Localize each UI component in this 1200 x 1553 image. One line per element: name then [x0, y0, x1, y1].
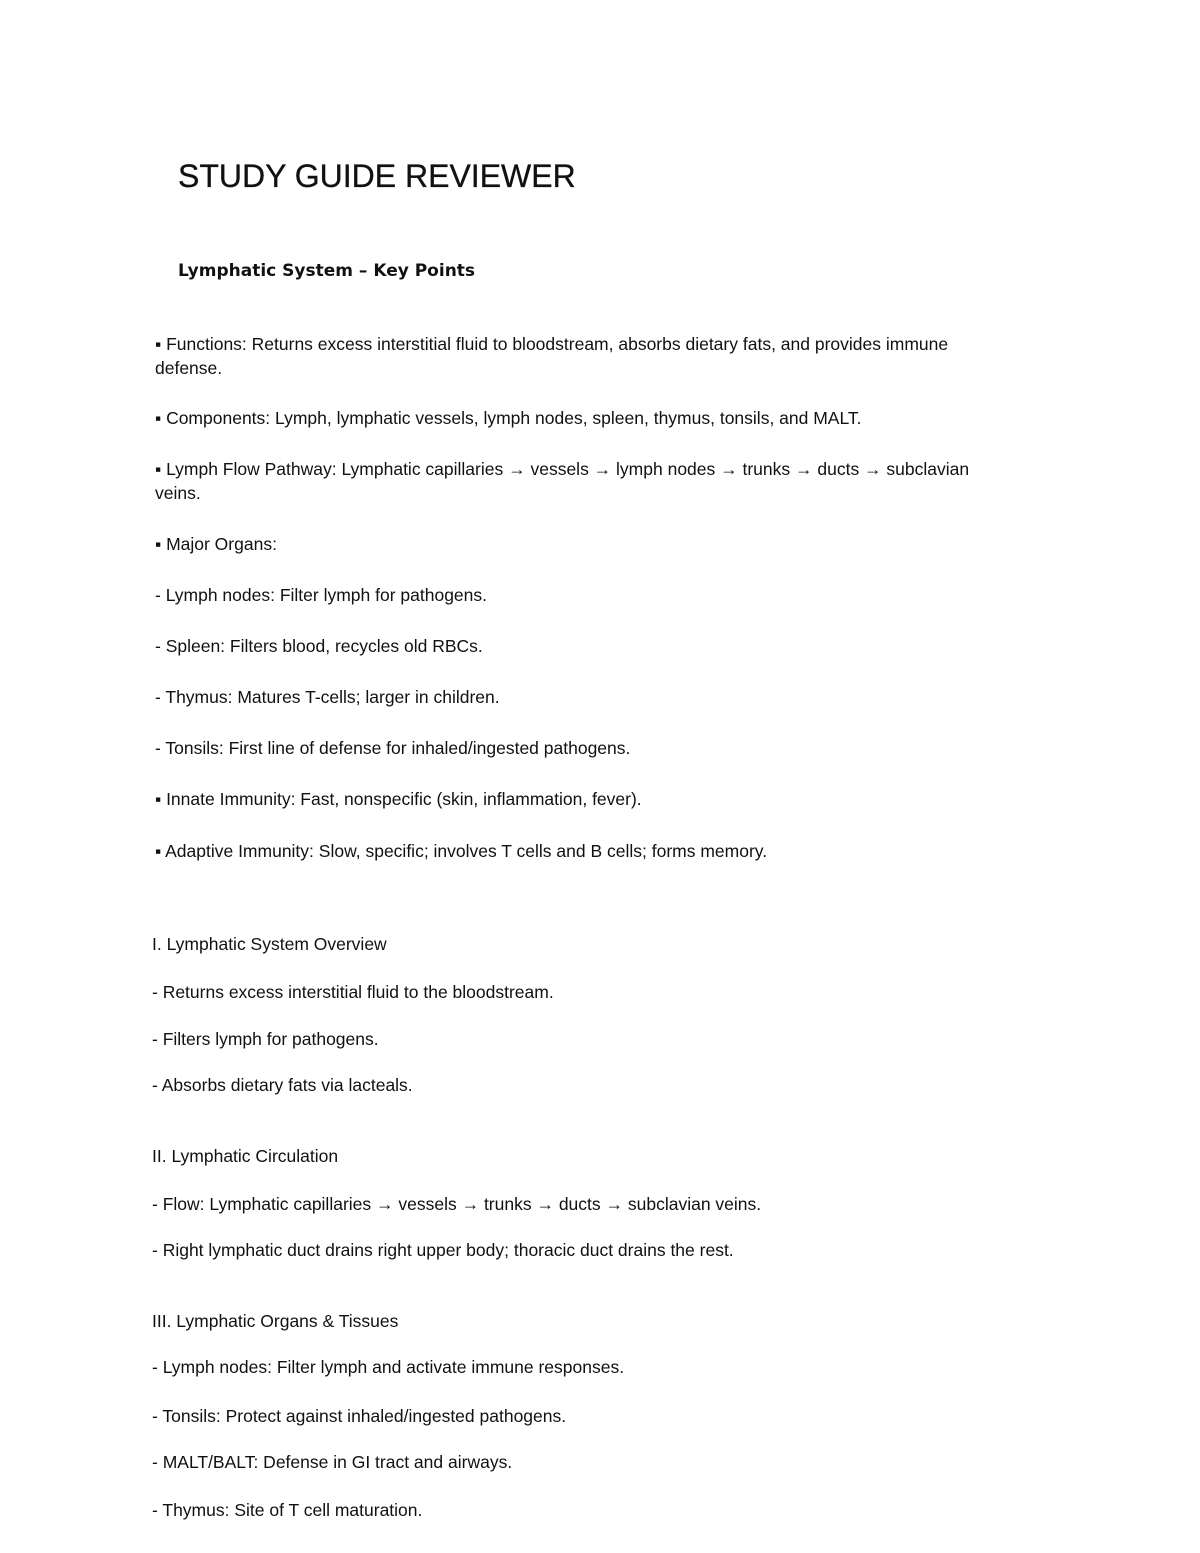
section-heading-organs-tissues: III. Lymphatic Organs & Tissues — [152, 1311, 399, 1331]
key-point-thymus: - Thymus: Matures T-cells; larger in children. — [155, 687, 500, 707]
key-point-functions: ▪ Functions: Returns excess interstitial fluid to bloodstream, absorbs dietary fats, and provides immune defense. — [155, 334, 949, 378]
section-item: - Flow: Lymphatic capillaries → vessels → trunks → ducts → subclavian veins. — [152, 1194, 762, 1214]
key-point-major-organs: ▪ Major Organs: — [155, 534, 277, 554]
section-item: - Thymus: Site of T cell maturation. — [152, 1500, 423, 1520]
document-subtitle: Lymphatic System – Key Points — [178, 261, 476, 281]
section-item: - Absorbs dietary fats via lacteals. — [152, 1075, 413, 1095]
section-item: - Filters lymph for pathogens. — [152, 1029, 379, 1049]
section-heading-circulation: II. Lymphatic Circulation — [152, 1146, 339, 1166]
key-point-tonsils: - Tonsils: First line of defense for inhaled/ingested pathogens. — [155, 738, 631, 758]
document-title: STUDY GUIDE REVIEWER — [178, 158, 576, 194]
key-point-flow-pathway: ▪ Lymph Flow Pathway: Lymphatic capillaries → vessels → lymph nodes → trunks → ducts → subclavian veins. — [155, 459, 970, 503]
section-item: - MALT/BALT: Defense in GI tract and airways. — [152, 1452, 513, 1472]
key-point-innate-immunity: ▪ Innate Immunity: Fast, nonspecific (skin, inflammation, fever). — [155, 789, 642, 809]
section-item: - Returns excess interstitial fluid to the bloodstream. — [152, 982, 554, 1002]
section-item: - Tonsils: Protect against inhaled/ingested pathogens. — [152, 1406, 567, 1426]
key-point-spleen: - Spleen: Filters blood, recycles old RBCs. — [155, 636, 483, 656]
section-heading-overview: I. Lymphatic System Overview — [152, 934, 387, 954]
section-item: - Right lymphatic duct drains right upper body; thoracic duct drains the rest. — [152, 1240, 734, 1260]
key-point-adaptive-immunity: ▪ Adaptive Immunity: Slow, specific; involves T cells and B cells; forms memory. — [155, 841, 768, 861]
key-point-components: ▪ Components: Lymph, lymphatic vessels, lymph nodes, spleen, thymus, tonsils, and MALT. — [155, 408, 862, 428]
section-item: - Lymph nodes: Filter lymph and activate immune responses. — [152, 1357, 625, 1377]
key-point-lymph-nodes: - Lymph nodes: Filter lymph for pathogens. — [155, 585, 488, 605]
